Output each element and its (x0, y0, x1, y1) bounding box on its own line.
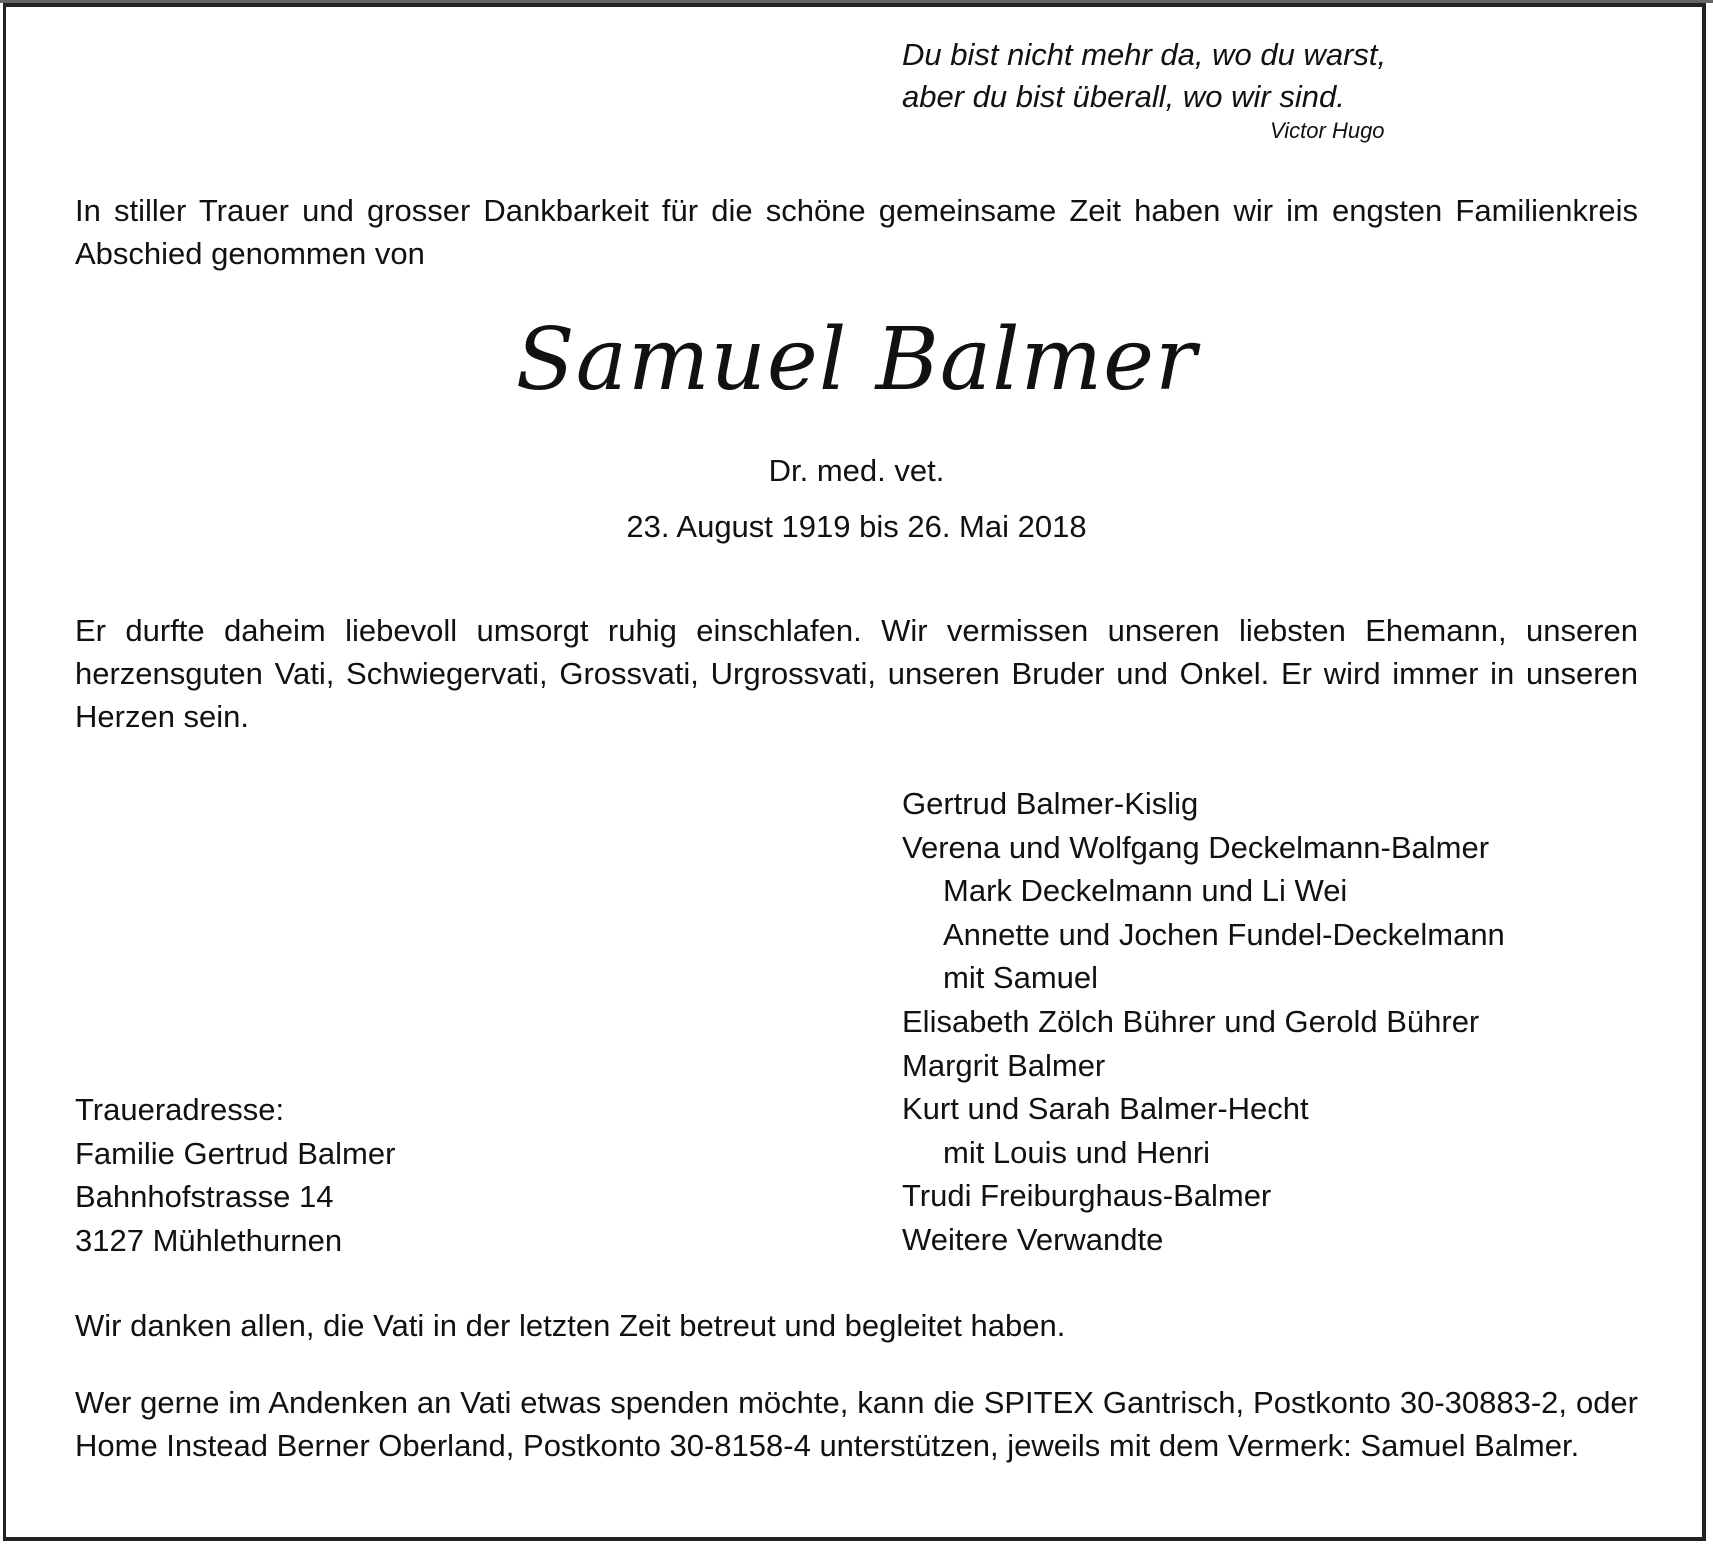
deceased-name: Samuel Balmer (515, 310, 1198, 410)
relative: mit Samuel (943, 960, 1099, 996)
message-paragraph: Er durfte daheim liebevoll umsorgt ruhig einschlafen. Wir vermissen unseren liebsten Ehemann, unseren herzensguten Vati, Schwiegervati, Grossvati, Urgrossvati, unseren Bruder und Onkel. Er wird immer in unseren Herzen sein. (75, 613, 1638, 734)
address-label: Traueradresse: (75, 1092, 285, 1127)
relative: mit Louis und Henri (943, 1134, 1211, 1170)
relative: Verena und Wolfgang Deckelmann-Balmer (902, 829, 1490, 865)
relative: Kurt und Sarah Balmer-Hecht (902, 1091, 1309, 1127)
quote-line: aber du bist überall, wo wir sind. (902, 79, 1345, 114)
thanks-line: Wir danken allen, die Vati in der letzten Zeit betreut und begleitet haben. (75, 1308, 1066, 1343)
relative: Mark Deckelmann und Li Wei (943, 873, 1348, 909)
life-dates: 23. August 1919 bis 26. Mai 2018 (626, 509, 1087, 544)
relative: Margrit Balmer (902, 1047, 1106, 1083)
address-name: Familie Gertrud Balmer (75, 1135, 396, 1171)
intro-paragraph: In stiller Trauer und grosser Dankbarkeit für die schöne gemeinsame Zeit haben wir im engsten Familienkreis Abschied genommen von (75, 193, 1638, 271)
deceased-title: Dr. med. vet. (768, 453, 945, 488)
relative: Trudi Freiburghaus-Balmer (902, 1178, 1272, 1214)
mourning-address (75, 1088, 395, 1262)
donation-paragraph: Wer gerne im Andenken an Vati etwas spenden möchte, kann die SPITEX Gantrisch, Postkonto 30-30883-2, oder Home Instead Berner Oberland, Postkonto 30-8158-4 unterstützen, jeweils mit dem Vermerk: Samuel Balmer. (75, 1385, 1638, 1463)
quote (902, 34, 1422, 118)
relatives-list (902, 782, 1505, 1262)
quote-author: Victor Hugo (1270, 118, 1385, 143)
address-street: Bahnhofstrasse 14 (75, 1179, 334, 1215)
relative: Elisabeth Zölch Bührer und Gerold Bührer (902, 1003, 1480, 1039)
quote-line: Du bist nicht mehr da, wo du warst, (902, 37, 1387, 72)
relative: Gertrud Balmer-Kislig (902, 786, 1199, 821)
relative: Annette und Jochen Fundel-Deckelmann (943, 916, 1505, 952)
relative: Weitere Verwandte (902, 1221, 1164, 1257)
address-city: 3127 Mühlethurnen (75, 1222, 343, 1258)
